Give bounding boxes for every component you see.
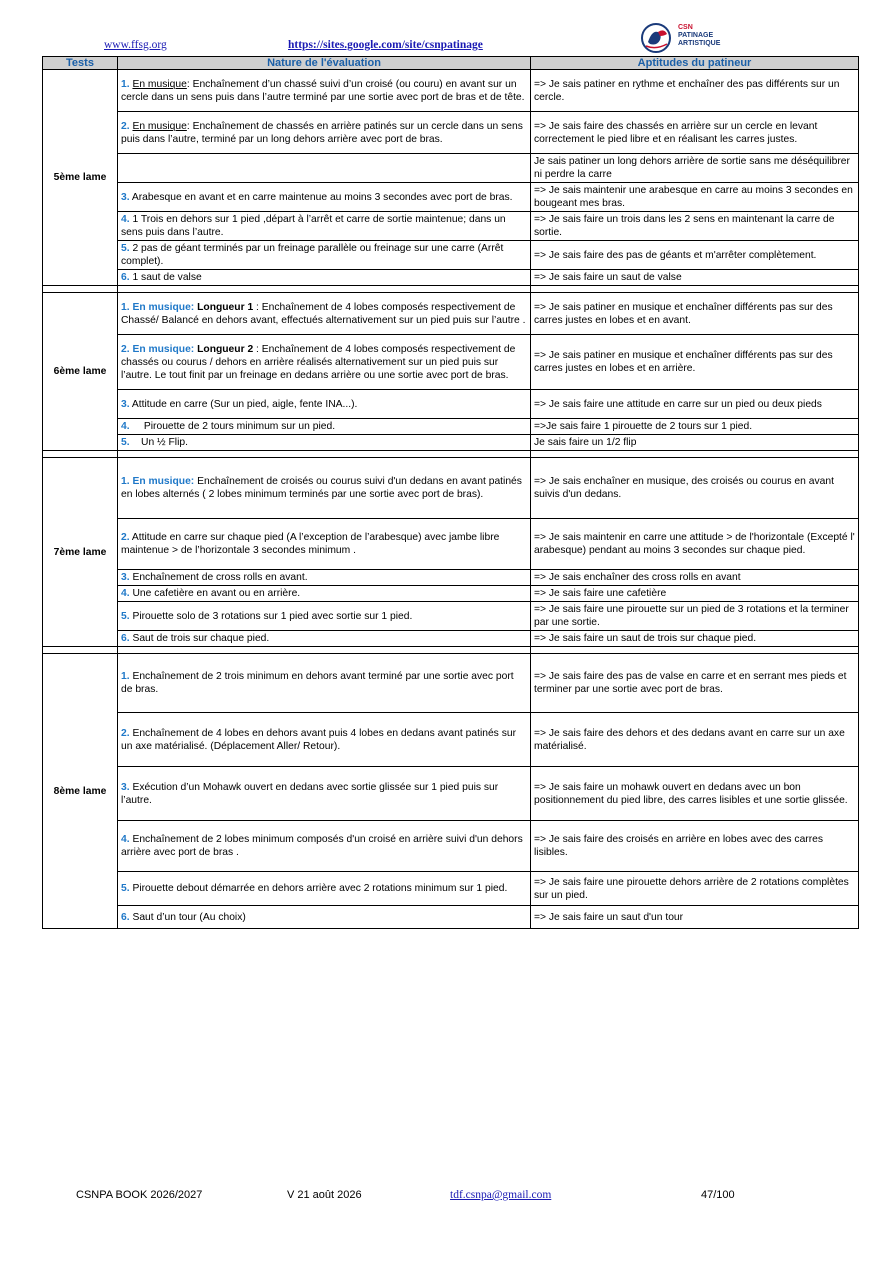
row-description: 6. 1 saut de valse bbox=[118, 270, 531, 286]
table-row bbox=[43, 821, 859, 872]
table-row bbox=[43, 154, 859, 183]
row-aptitude: => Je sais patiner en musique et enchaîner différents pas sur des carres justes en lobes et en arrière. bbox=[531, 335, 859, 390]
row-aptitude: => Je sais patiner en rythme et enchaîner des pas différents sur un cercle. bbox=[531, 70, 859, 112]
row-aptitude: => Je sais faire une cafetière bbox=[531, 586, 859, 602]
table-row bbox=[43, 70, 859, 112]
row-aptitude: => Je sais patiner en musique et enchaîner différents pas sur des carres justes en lobes et en avant. bbox=[531, 293, 859, 335]
row-description: 4. Une cafetière en avant ou en arrière. bbox=[118, 586, 531, 602]
footer-book: CSNPA BOOK 2026/2027 bbox=[76, 1189, 203, 1201]
section-gap bbox=[43, 647, 859, 654]
row-aptitude: => Je sais faire un saut de trois sur chaque pied. bbox=[531, 631, 859, 647]
header-tests: Tests bbox=[43, 57, 118, 70]
header-links bbox=[104, 39, 564, 53]
section-gap bbox=[43, 451, 859, 458]
row-aptitude: Je sais faire un 1/2 flip bbox=[531, 435, 859, 451]
skater-logo-icon bbox=[640, 22, 674, 54]
row-aptitude: => Je sais faire une attitude en carre sur un pied ou deux pieds bbox=[531, 390, 859, 419]
row-description: 1. Enchaînement de 2 trois minimum en dehors avant terminé par une sortie avec port de bras. bbox=[118, 654, 531, 713]
row-aptitude: => Je sais faire un mohawk ouvert en dedans avec un bon positionnement du pied libre, des carres lisibles et une sortie glissée. bbox=[531, 767, 859, 821]
row-aptitude: => Je sais faire un saut de valse bbox=[531, 270, 859, 286]
row-description: 3. Attitude en carre (Sur un pied, aigle, fente INA...). bbox=[118, 390, 531, 419]
row-aptitude: => Je sais faire des pas de géants et m'arrêter complètement. bbox=[531, 241, 859, 270]
row-description: 1. En musique: Enchaînement d’un chassé suivi d’un croisé (ou couru) en avant sur un cercle dans un sens puis dans l’autre terminé par une sortie avec port de bras et de tête. bbox=[118, 70, 531, 112]
row-aptitude: => Je sais faire une pirouette sur un pied de 3 rotations et la terminer par une sortie. bbox=[531, 602, 859, 631]
row-description: 4. Pirouette de 2 tours minimum sur un pied. bbox=[118, 419, 531, 435]
table-header-row bbox=[43, 57, 859, 70]
row-aptitude: => Je sais faire un saut d'un tour bbox=[531, 906, 859, 929]
row-description: 5. Pirouette solo de 3 rotations sur 1 pied avec sortie sur 1 pied. bbox=[118, 602, 531, 631]
table-row bbox=[43, 458, 859, 519]
row-aptitude: => Je sais maintenir une arabesque en carre au moins 3 secondes en bougeant mes bras. bbox=[531, 183, 859, 212]
row-description: 4. Enchaînement de 2 lobes minimum composés d'un croisé en arrière suivi d'un dehors arrière avec port de bras . bbox=[118, 821, 531, 872]
table-row bbox=[43, 767, 859, 821]
table-row bbox=[43, 270, 859, 286]
row-description: 5. 2 pas de géant terminés par un freinage parallèle ou freinage sur une carre (Arrêt complet). bbox=[118, 241, 531, 270]
level-7-label: 7ème lame bbox=[43, 458, 118, 647]
level-5-label: 5ème lame bbox=[43, 70, 118, 286]
table-row bbox=[43, 713, 859, 767]
table-row bbox=[43, 602, 859, 631]
row-description: 6. Saut d’un tour (Au choix) bbox=[118, 906, 531, 929]
row-description: 2. En musique: Enchaînement de chassés en arrière patinés sur un cercle dans un sens puis dans l’autre, terminé par un long dehors arrière avec port de bras. bbox=[118, 112, 531, 154]
table-row bbox=[43, 335, 859, 390]
section-gap bbox=[43, 286, 859, 293]
table-row bbox=[43, 183, 859, 212]
table-row bbox=[43, 631, 859, 647]
header-nature: Nature de l'évaluation bbox=[118, 57, 531, 70]
table-row bbox=[43, 586, 859, 602]
table-row bbox=[43, 241, 859, 270]
row-description: 2. Attitude en carre sur chaque pied (A l’exception de l’arabesque) avec jambe libre maintenue > de l’horizontale 3 secondes minimum . bbox=[118, 519, 531, 570]
row-description bbox=[118, 154, 531, 183]
evaluation-table bbox=[42, 56, 859, 929]
page-footer bbox=[0, 1189, 893, 1203]
row-aptitude: => Je sais faire des pas de valse en carre et en serrant mes pieds et terminer par une sortie avec port de bras. bbox=[531, 654, 859, 713]
level-8-label: 8ème lame bbox=[43, 654, 118, 929]
ffsg-link[interactable]: www.ffsg.org bbox=[104, 39, 167, 51]
table-row bbox=[43, 390, 859, 419]
table-row bbox=[43, 212, 859, 241]
table-row bbox=[43, 293, 859, 335]
table-row bbox=[43, 419, 859, 435]
row-aptitude: => Je sais maintenir en carre une attitude > de l'horizontale (Excepté l' arabesque) pendant au moins 3 secondes sur chaque pied. bbox=[531, 519, 859, 570]
logo-line-3: ARTISTIQUE bbox=[678, 40, 721, 47]
table-row bbox=[43, 654, 859, 713]
row-description: 5. Pirouette debout démarrée en dehors arrière avec 2 rotations minimum sur 1 pied. bbox=[118, 872, 531, 906]
row-aptitude: =>Je sais faire 1 pirouette de 2 tours sur 1 pied. bbox=[531, 419, 859, 435]
footer-email-link[interactable]: tdf.csnpa@gmail.com bbox=[450, 1189, 552, 1201]
table-row bbox=[43, 872, 859, 906]
table-row bbox=[43, 112, 859, 154]
row-aptitude: => Je sais faire un trois dans les 2 sens en maintenant la carre de sortie. bbox=[531, 212, 859, 241]
logo-line-1: CSN bbox=[678, 24, 693, 31]
row-description: 4. 1 Trois en dehors sur 1 pied ,départ à l’arrêt et carre de sortie maintenue; dans un sens puis dans l’autre. bbox=[118, 212, 531, 241]
row-aptitude: Je sais patiner un long dehors arrière de sortie sans me déséquilibrer ni perdre la carre bbox=[531, 154, 859, 183]
row-aptitude: => Je sais faire une pirouette dehors arrière de 2 rotations complètes sur un pied. bbox=[531, 872, 859, 906]
row-description: 3. Enchaînement de cross rolls en avant. bbox=[118, 570, 531, 586]
csnpatinage-link[interactable]: https://sites.google.com/site/csnpatinage bbox=[288, 39, 483, 51]
row-description: 6. Saut de trois sur chaque pied. bbox=[118, 631, 531, 647]
table-row bbox=[43, 519, 859, 570]
row-description: 1. En musique: Longueur 1 : Enchaînement de 4 lobes composés respectivement de Chassé/ Balancé en dehors avant, effectués alternativement sur un pied puis sur l’autre . bbox=[118, 293, 531, 335]
row-description: 2. Enchaînement de 4 lobes en dehors avant puis 4 lobes en dedans avant patinés sur un axe matérialisé. (Déplacement Aller/ Retour). bbox=[118, 713, 531, 767]
row-description: 2. En musique: Longueur 2 : Enchaînement de 4 lobes composés respectivement de chassés ou courus / dehors en arrière réalisés alternativement sur un pied puis sur l’autre. Le tout finit par un freinage en dedans arrière ou une sortie avec port de bras. bbox=[118, 335, 531, 390]
row-aptitude: => Je sais faire des chassés en arrière sur un cercle en levant correctement le pied libre et en réalisant les carres justes. bbox=[531, 112, 859, 154]
level-6-label: 6ème lame bbox=[43, 293, 118, 451]
header-aptitudes: Aptitudes du patineur bbox=[531, 57, 859, 70]
table-row bbox=[43, 435, 859, 451]
row-aptitude: => Je sais enchaîner en musique, des croisés ou courus en avant suivis d'un dedans. bbox=[531, 458, 859, 519]
footer-page-number: 47/100 bbox=[701, 1189, 735, 1201]
row-description: 5. Un ½ Flip. bbox=[118, 435, 531, 451]
footer-version: V 21 août 2026 bbox=[287, 1189, 362, 1201]
csn-logo bbox=[640, 22, 760, 54]
row-aptitude: => Je sais faire des dehors et des dedans avant en carre sur un axe matérialisé. bbox=[531, 713, 859, 767]
row-description: 3. Arabesque en avant et en carre maintenue au moins 3 secondes avec port de bras. bbox=[118, 183, 531, 212]
logo-line-2: PATINAGE bbox=[678, 32, 714, 39]
row-description: 3. Exécution d’un Mohawk ouvert en dedans avec sortie glissée sur 1 pied puis sur l’autre. bbox=[118, 767, 531, 821]
row-aptitude: => Je sais faire des croisés en arrière en lobes avec des carres lisibles. bbox=[531, 821, 859, 872]
row-aptitude: => Je sais enchaîner des cross rolls en avant bbox=[531, 570, 859, 586]
table-row bbox=[43, 906, 859, 929]
table-row bbox=[43, 570, 859, 586]
row-description: 1. En musique: Enchaînement de croisés ou courus suivi d'un dedans en avant patinés en lobes alternés ( 2 lobes minimum terminés par une sortie avec port de bras). bbox=[118, 458, 531, 519]
